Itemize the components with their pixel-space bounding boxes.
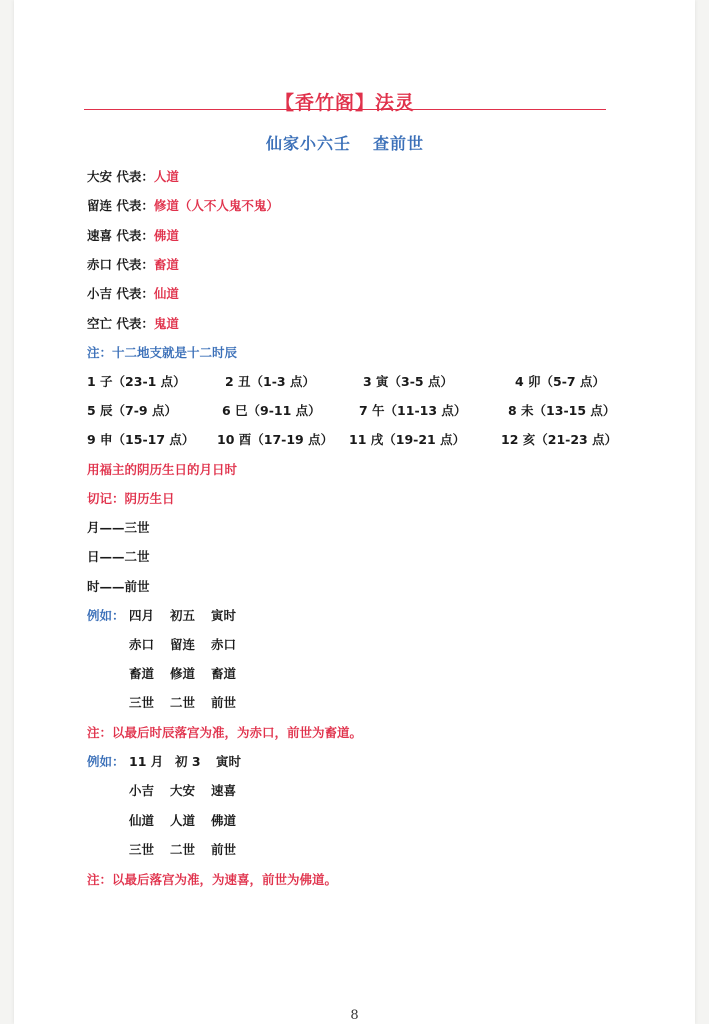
example-cell: 初 3: [175, 754, 201, 769]
mapping-line: 时——前世: [87, 579, 150, 594]
example-cell: 11 月: [129, 754, 164, 769]
example-cell: 赤口: [211, 637, 237, 652]
hour-cell: 6 巳（9-11 点）: [222, 403, 321, 418]
palace-name: 小吉 代表：: [87, 286, 154, 301]
example-label: 例如：: [87, 608, 125, 623]
title-main: 仙家小六壬: [265, 134, 351, 153]
document-header: 【香竹阁】法灵: [274, 92, 415, 114]
palace-name: 留连 代表：: [87, 198, 154, 213]
palace-meaning: 鬼道: [153, 316, 179, 331]
mapping-line: 日——二世: [87, 549, 150, 564]
palace-meaning: 佛道: [153, 228, 179, 243]
example-cell: 人道: [170, 813, 196, 828]
example-cell: 前世: [211, 695, 237, 710]
example-cell: 寅时: [211, 608, 237, 623]
example-cell: 四月: [129, 608, 155, 623]
header-divider: [84, 109, 606, 110]
example-note: 注：以最后时辰落宫为准，为赤口，前世为畜道。: [87, 725, 363, 740]
hour-cell: 10 酉（17-19 点）: [217, 432, 334, 447]
hour-cell: 2 丑（1-3 点）: [225, 374, 315, 389]
example-cell: 仙道: [129, 813, 155, 828]
example-cell: 前世: [211, 842, 237, 857]
example-cell: 寅时: [216, 754, 242, 769]
palace-meaning: 人道: [153, 169, 179, 184]
palace-meaning: 仙道: [153, 286, 179, 301]
palace-meaning: 修道（人不人鬼不鬼）: [153, 198, 279, 213]
hour-cell: 11 戌（19-21 点）: [349, 432, 466, 447]
palace-name: 大安 代表：: [87, 169, 154, 184]
example-cell: 二世: [170, 695, 196, 710]
instruction-text: 用福主的阴历生日的月日时: [87, 462, 238, 477]
hour-cell: 3 寅（3-5 点）: [363, 374, 453, 389]
example-cell: 三世: [129, 842, 155, 857]
palace-meaning: 畜道: [153, 257, 179, 272]
palace-name: 空亡 代表：: [87, 316, 154, 331]
example-cell: 大安: [170, 783, 196, 798]
palace-line: [87, 255, 179, 273]
example-cell: 速喜: [211, 783, 237, 798]
hour-cell: 4 卯（5-7 点）: [515, 374, 605, 389]
example-cell: 小吉: [129, 783, 155, 798]
example-cell: 三世: [129, 695, 155, 710]
hour-cell: 5 辰（7-9 点）: [87, 403, 177, 418]
example-cell: 初五: [170, 608, 196, 623]
palace-name: 速喜 代表：: [87, 228, 154, 243]
page-title: [86, 131, 604, 154]
palace-line: [87, 196, 279, 214]
hour-cell: 8 未（13-15 点）: [508, 403, 616, 418]
palace-line: [87, 167, 179, 185]
example-cell: 畜道: [129, 666, 155, 681]
example-cell: 二世: [170, 842, 196, 857]
hour-cell: 1 子（23-1 点）: [87, 374, 186, 389]
palace-line: [87, 284, 179, 302]
hour-cell: 9 申（15-17 点）: [87, 432, 195, 447]
example-cell: 修道: [170, 666, 196, 681]
mapping-line: 月——三世: [87, 520, 150, 535]
document-page: [14, 0, 695, 1024]
branches-note: 注：十二地支就是十二时辰: [87, 345, 238, 360]
page-number: 8: [350, 1008, 359, 1023]
example-note: 注：以最后落宫为准，为速喜，前世为佛道。: [87, 872, 338, 887]
example-cell: 畜道: [211, 666, 237, 681]
example-cell: 赤口: [129, 637, 155, 652]
hour-cell: 12 亥（21-23 点）: [501, 432, 618, 447]
example-label: 例如：: [87, 754, 125, 769]
palace-name: 赤口 代表：: [87, 257, 154, 272]
hour-cell: 7 午（11-13 点）: [359, 403, 467, 418]
example-cell: 佛道: [211, 813, 237, 828]
title-sub: 查前世: [373, 134, 425, 153]
palace-line: [87, 226, 179, 244]
example-cell: 留连: [170, 637, 196, 652]
reminder-text: 切记：阴历生日: [87, 491, 175, 506]
palace-line: [87, 314, 179, 332]
